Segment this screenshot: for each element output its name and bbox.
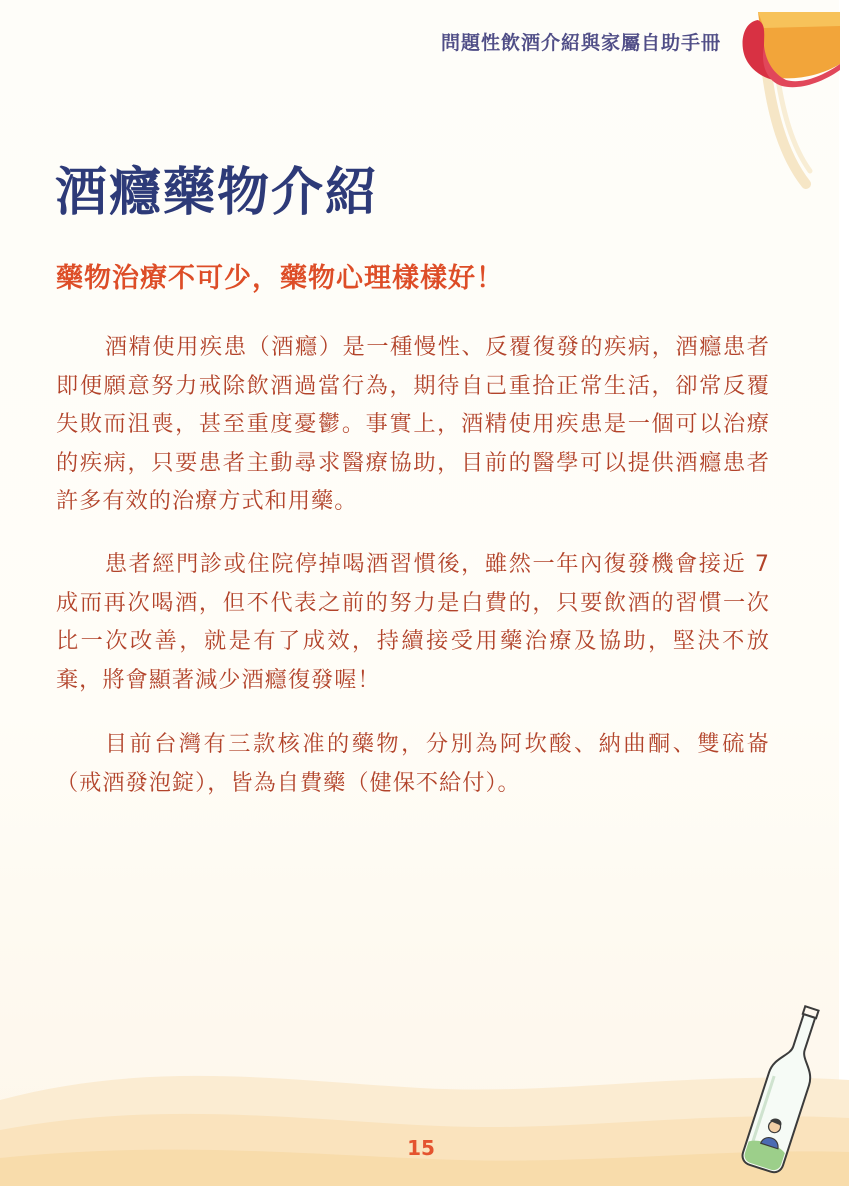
paragraph-3: 目前台灣有三款核准的藥物，分別為阿坎酸、納曲酮、雙硫崙（戒酒發泡錠），皆為自費藥（健保不給付）。 — [56, 731, 770, 796]
section-heading: 藥物治療不可少，藥物心理樣樣好！ — [56, 263, 504, 294]
pouring-glass-icon — [720, 6, 849, 196]
bottle-with-person-icon — [735, 1000, 835, 1176]
paragraph-2: 患者經門診或住院停掉喝酒習慣後，雖然一年內復發機會接近 7 成而再次喝酒，但不代表之前的努力是白費的，只要飲酒的習慣一次比一次改善，就是有了成效，持續接受用藥治療及協助，堅決不放棄，將會顯著減少酒癮復發喔！ — [56, 551, 770, 693]
paragraph-1: 酒精使用疾患（酒癮）是一種慢性、反覆復發的疾病，酒癮患者即便願意努力戒除飲酒過當行為，期待自己重拾正常生活，卻常反覆失敗而沮喪，甚至重度憂鬱。事實上，酒精使用疾患是一個可以治療的疾病，只要患者主動尋求醫療協助，目前的醫學可以提供酒癮患者許多有效的治療方式和用藥。 — [56, 334, 770, 514]
page-number: 15 — [407, 1136, 435, 1160]
page-title: 酒癮藥物介紹 — [55, 163, 380, 223]
book-title-header: 問題性飲酒介紹與家屬自助手冊 — [440, 32, 721, 54]
